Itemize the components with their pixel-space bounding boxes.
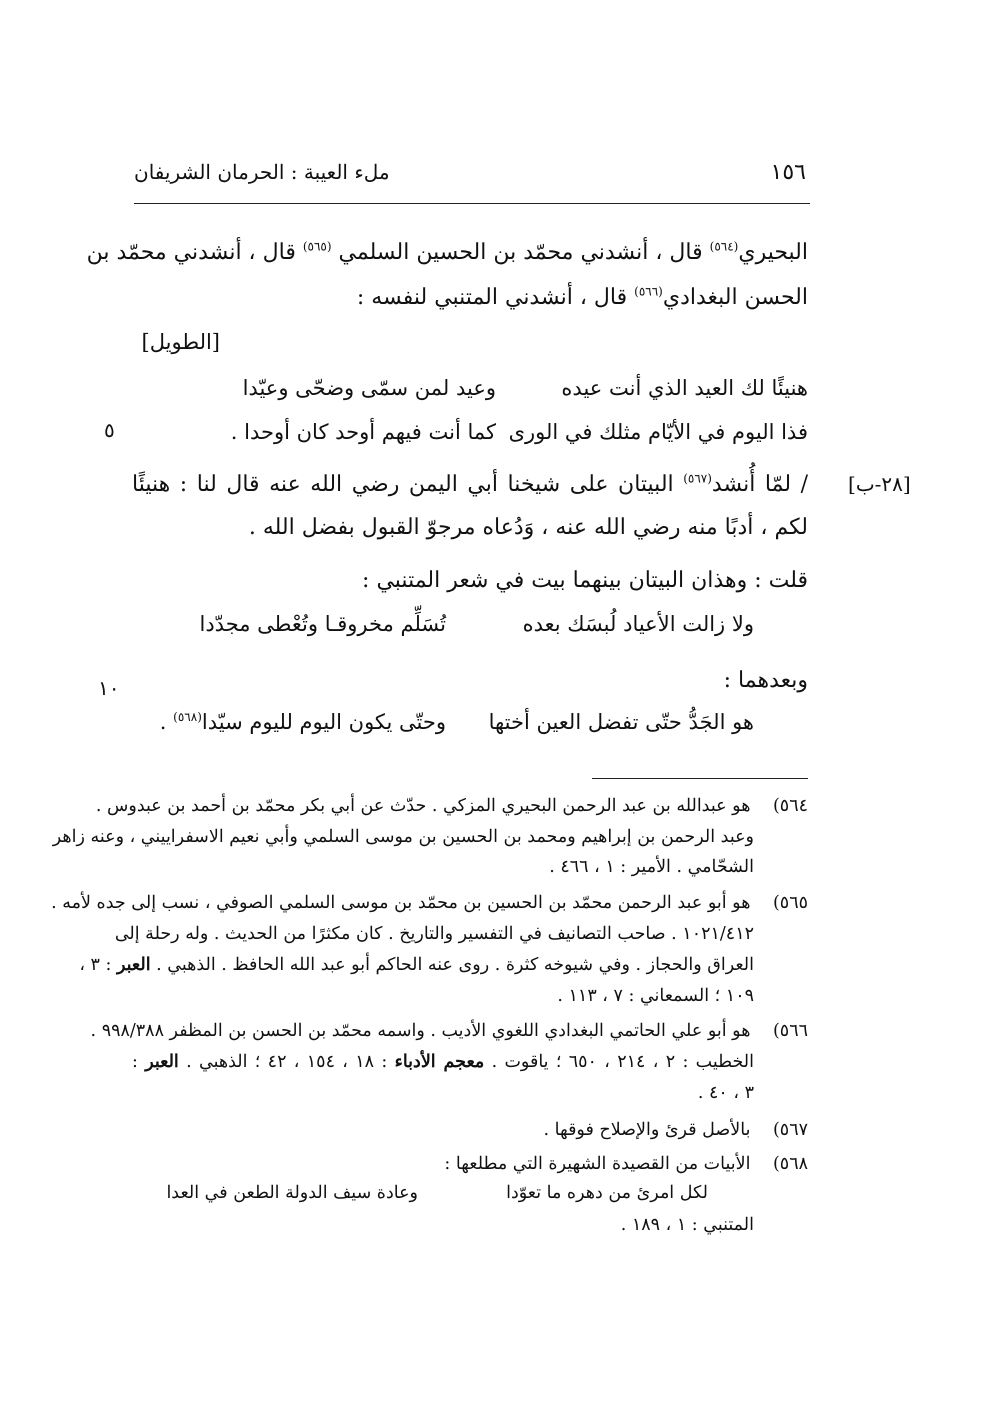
footnote-line: ١٠٩ ؛ السمعاني : ٧ ، ١١٣ . [557, 986, 754, 1006]
verse-second-hemistich: كما أنت فيهم أوحد كان أوحدا . [230, 420, 496, 444]
footnote-line: ١٠٢١/٤١٢ . صاحب التصانيف في التفسير والتاريخ . كان مكثرًا من الحديث . وله رحلة إلى [114, 924, 754, 944]
page-number: ١٥٦ [770, 160, 806, 185]
header-rule [134, 203, 810, 204]
verse-second-hemistich: وعيد لمن سمّى وضحّى وعيّدا [242, 376, 496, 400]
running-title: ملء العيبة : الحرمان الشريفان [134, 160, 390, 184]
text-line: البحيري$^{(٥٦٤)}$ قال ، أنشدني محمّد بن الحسين السلمي $^{(٥٦٥)}$ قال ، أنشدني محمّد بن [86, 239, 808, 265]
footnote-line: المتنبي : ١ ، ١٨٩ . [620, 1215, 754, 1235]
verse-second-hemistich: تُسَلِّم مخروقـا وتُعْطى مجدّدا [199, 612, 446, 636]
footnote-line: ٥٦٨) الأبيات من القصيدة الشهيرة التي مطلعها : [444, 1154, 808, 1174]
footnote-line: ٥٦٥) هو أبو عبد الرحمن محمّد بن الحسين بن محمّد بن موسى السلمي الصوفي ، نسب إلى جده لأمه . [51, 893, 808, 913]
text-line: لكم ، أدبًا منه رضي الله عنه ، وَدُعاه مرجوّ القبول بفضل الله . [248, 515, 808, 540]
footnote-verse-second: وعادة سيف الدولة الطعن في العدا [166, 1183, 418, 1203]
footnote-rule [592, 778, 808, 779]
footnote-line: وعبد الرحمن بن إبراهيم ومحمد بن الحسين بن موسى السلمي وأبي نعيم الاسفراييني ، وعنه زاهر [52, 827, 754, 847]
text-line: الحسن البغدادي$^{(٥٦٦)}$ قال ، أنشدني المتنبي لنفسه : [356, 284, 808, 310]
manuscript-folio-ref: [٢٨-ب] [848, 472, 911, 496]
verse-second-hemistich: وحتّى يكون اليوم لليوم سيّدا$^{(٥٦٨)}$ . [159, 710, 446, 734]
line-number-5: ٥ [104, 418, 115, 442]
footnote-line: الشحّامي . الأمير : ١ ، ٤٦٦ . [549, 857, 754, 877]
verse-first-hemistich: هنيئًا لك العيد الذي أنت عيده [561, 376, 808, 400]
text-line: وبعدهما : [723, 668, 808, 693]
footnote-line: الخطيب : ٢ ، ٢١٤ ، ٦٥٠ ؛ ياقوت . معجم الأدباء : ١٨ ، ١٥٤ ، ٤٢ ؛ الذهبي . العبر : [132, 1052, 754, 1072]
footnote-line: العراق والحجاز . وفي شيوخه كثرة . روى عنه الحاكم أبو عبد الله الحافظ . الذهبي . العبر : ٣ ، [79, 955, 754, 975]
footnote-line: ٥٦٦) هو أبو علي الحاتمي البغدادي اللغوي الأديب . واسمه محمّد بن الحسن بن المظفر ٩٩٨/٣٨٨ . [90, 1021, 808, 1041]
verse-first-hemistich: هو الجَدُّ حتّى تفضل العين أختها [488, 710, 754, 734]
footnote-line: ٥٦٧) بالأصل قرئ والإصلاح فوقها . [543, 1120, 808, 1140]
meter-label: [الطويل] [141, 330, 220, 354]
verse-first-hemistich: فذا اليوم في الأيّام مثلك في الورى [508, 420, 808, 444]
text-line: قلت : وهذان البيتان بينهما بيت في شعر المتنبي : [362, 568, 808, 593]
line-number-10: ١٠ [98, 676, 120, 700]
footnote-line: ٣ ، ٤٠ . [697, 1083, 754, 1103]
footnote-verse-first: لكل امرئ من دهره ما تعوّدا [506, 1183, 708, 1203]
footnote-line: ٥٦٤) هو عبدالله بن عبد الرحمن البحيري المزكي . حدّث عن أبي بكر محمّد بن أحمد بن عبدوس . [95, 796, 808, 816]
verse-first-hemistich: ولا زالت الأعياد لُبسَك بعده [522, 612, 754, 636]
text-line: / لمّا أُنشد$^{(٥٦٧)}$ البيتان على شيخنا أبي اليمن رضي الله عنه قال لنا : هنيئًا [132, 471, 808, 497]
